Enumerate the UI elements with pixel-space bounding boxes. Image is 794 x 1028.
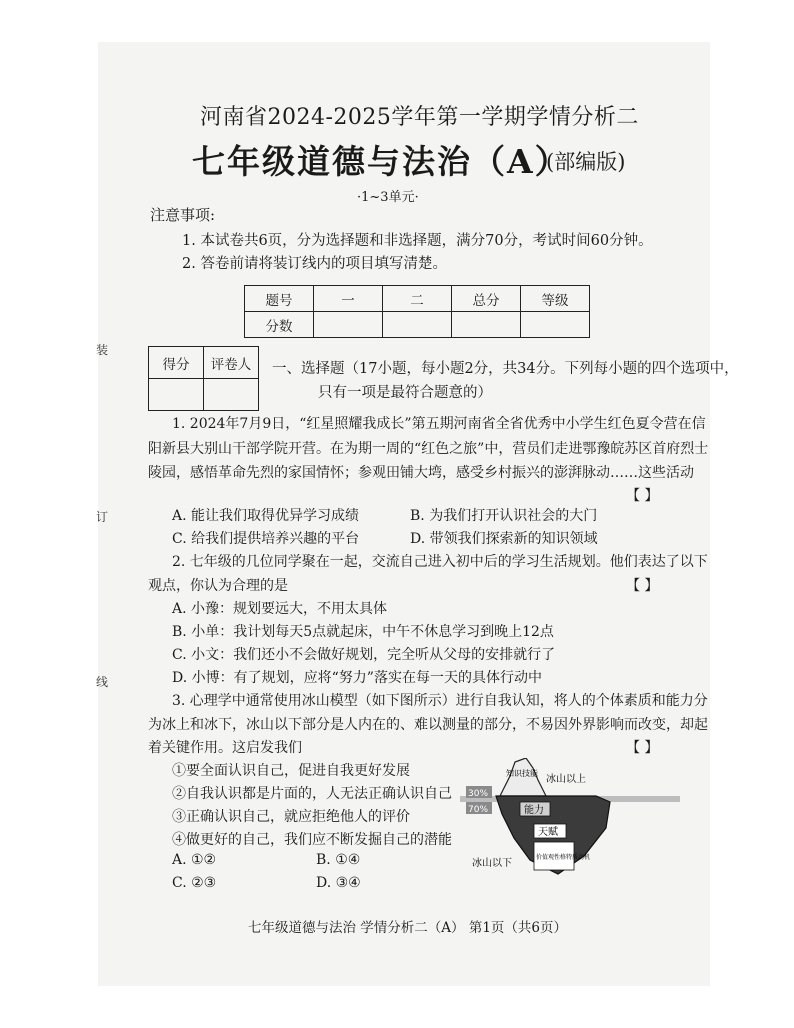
- question-line: 陵园，感悟革命先烈的家国情怀；参观田铺大塆，感受乡村振兴的澎湃脉动……这些活动: [148, 465, 694, 481]
- score-cell[interactable]: [383, 312, 452, 338]
- below-label: 冰山以下: [472, 858, 512, 869]
- question-line: 着关键作用。这启发我们: [148, 740, 302, 756]
- option-c[interactable]: C. 给我们提供培养兴趣的平台: [172, 531, 360, 547]
- question-line: 2. 七年级的几位同学聚在一起，交流自己进入初中后的学习生活规划。他们表达了以下: [172, 554, 708, 570]
- above-label: 冰山以上: [546, 774, 586, 785]
- score-cell[interactable]: [314, 312, 383, 338]
- statement-1: ①要全面认识自己，促进自我更好发展: [172, 763, 410, 779]
- answer-bracket[interactable]: 【 】: [626, 488, 659, 504]
- ability-label: 能力: [524, 805, 544, 816]
- answer-bracket[interactable]: 【 】: [626, 740, 659, 756]
- tip-label: 知识技能: [506, 769, 538, 778]
- notice-item: 1. 本试卷共6页，分为选择题和非选择题，满分70分，考试时间60分钟。: [182, 233, 653, 249]
- score-cell[interactable]: [521, 312, 590, 338]
- answer-bracket[interactable]: 【 】: [626, 578, 659, 594]
- option-c[interactable]: C. ②③: [172, 875, 217, 891]
- option-b[interactable]: B. 为我们打开认识社会的大门: [410, 508, 598, 524]
- binding-margin-char: 装: [96, 343, 109, 357]
- option-d[interactable]: D. ③④: [316, 875, 361, 891]
- score-table: [244, 285, 590, 338]
- unit-range: ·1~3单元·: [357, 190, 419, 205]
- iceberg-diagram: [460, 758, 680, 888]
- score-header-cell: 二: [383, 286, 452, 312]
- section-heading-cont: 只有一项是最符合题意的）: [318, 385, 492, 401]
- statement-2: ②自我认识都是片面的，人无法正确认识自己: [172, 786, 452, 802]
- option-b[interactable]: B. 小单：我计划每天5点就起床，中午不休息学习到晚上12点: [172, 624, 554, 640]
- question-line: 观点，你认为合理的是: [148, 578, 288, 594]
- grader-reviewer-cell[interactable]: [204, 379, 259, 411]
- score-cell[interactable]: [452, 312, 521, 338]
- talent-label: 天赋: [538, 827, 558, 838]
- edition-label: (部编版): [546, 150, 626, 174]
- question-line: 1. 2024年7月9日，“红星照耀我成长”第五期河南省全省优秀中小学生红色夏令营在信: [172, 416, 706, 432]
- pct-below: 70%: [468, 805, 489, 815]
- grader-header-score: 得分: [149, 347, 204, 379]
- binding-margin-char: 订: [96, 510, 109, 524]
- option-c[interactable]: C. 小文：我们还小不会做好规划，完全听从父母的安排就行了: [172, 647, 556, 663]
- score-header-cell: 总分: [452, 286, 521, 312]
- section-heading: 一、选择题（17小题，每小题2分，共34分。下列每小题的四个选项中，: [272, 361, 739, 377]
- statement-3: ③正确认识自己，就应拒绝他人的评价: [172, 809, 410, 825]
- option-a[interactable]: A. ①②: [172, 852, 217, 868]
- binding-margin-char: 线: [96, 675, 109, 689]
- option-b[interactable]: B. ①④: [316, 852, 361, 868]
- grader-header-reviewer: 评卷人: [204, 347, 259, 379]
- notice-heading: 注意事项:: [150, 206, 216, 224]
- score-header-cell: 题号: [245, 286, 314, 312]
- question-line: 阳新县大别山干部学院开营。在为期一周的“红色之旅”中，营员们走进鄂豫皖苏区首府烈士: [148, 441, 709, 457]
- question-line: 3. 心理学中通常使用冰山模型（如下图所示）进行自我认知，将人的个体素质和能力分: [172, 693, 708, 709]
- statement-4: ④做更好的自己，我们应不断发掘自己的潜能: [172, 832, 452, 848]
- deep-traits-label: 价值观性格特质动机: [536, 854, 591, 861]
- exam-title-line1: 河南省2024-2025学年第一学期学情分析二: [200, 105, 639, 130]
- grader-score-cell[interactable]: [149, 379, 204, 411]
- pct-above: 30%: [468, 789, 489, 799]
- option-d[interactable]: D. 小博：有了规划，应将“努力”落实在每一天的具体行动中: [172, 670, 542, 686]
- option-a[interactable]: A. 小豫：规划要远大，不用太具体: [172, 601, 388, 617]
- question-line: 为冰上和冰下，冰山以下部分是人内在的、难以测量的部分，不易因外界影响而改变，却起: [148, 717, 708, 733]
- option-a[interactable]: A. 能让我们取得优异学习成绩: [172, 508, 360, 524]
- exam-title-subject: 七年级道德与法治（A）: [192, 142, 570, 181]
- score-row-label: 分数: [245, 312, 314, 338]
- notice-item: 2. 答卷前请将装订线内的项目填写清楚。: [182, 256, 447, 272]
- score-header-cell: 等级: [521, 286, 590, 312]
- page-footer: 七年级道德与法治 学情分析二（A） 第1页（共6页）: [248, 920, 568, 936]
- score-header-cell: 一: [314, 286, 383, 312]
- grader-table: [148, 346, 259, 411]
- option-d[interactable]: D. 带领我们探索新的知识领域: [410, 531, 598, 547]
